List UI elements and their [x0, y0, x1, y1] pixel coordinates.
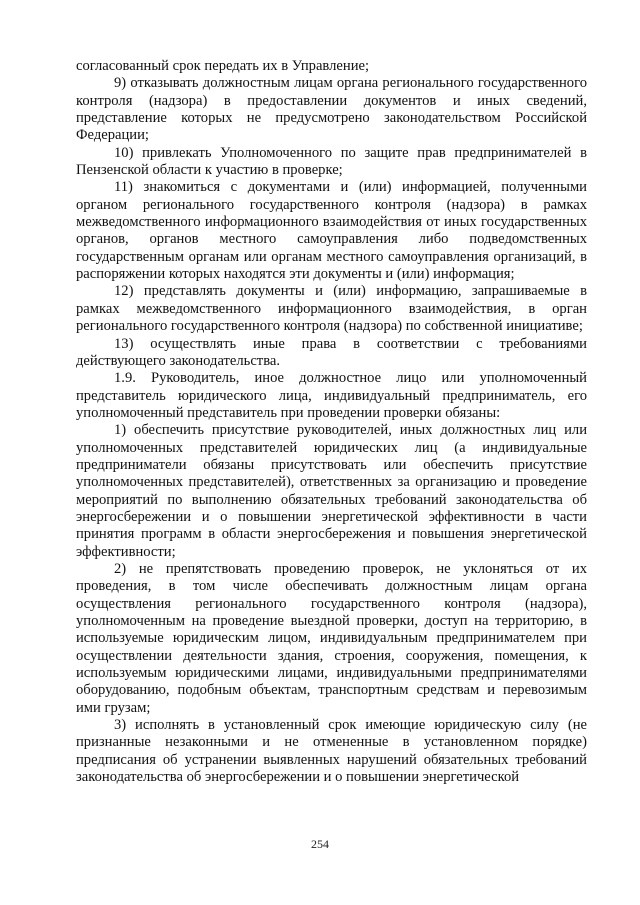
paragraph-duty-2: 2) не препятствовать проведению проверок, не уклоняться от их проведения, в том числе обеспечивать должностным лицам органа осуществления регионального государственного контроля (надзора), уполномоченным на проведение выездной проверки, доступ на территорию, в используемые юридическим лицом, индивидуальным предпринимателем при осуществлении деятельности здания, строения, сооружения, помещения, к используемым юридическими лицами, индивидуальными предпринимателями оборудованию, подобным объектам, транспортным средствам и перевозимым ими грузам;: [76, 560, 587, 716]
paragraph-duty-1: 1) обеспечить присутствие руководителей, иных должностных лиц или уполномоченных представителей юридических лиц (а индивидуальные предприниматели обязаны присутствовать или обеспечить присутствие уполномоченных представителей), ответственных за организацию и проведение мероприятий по выполнению обязательных требований законодательства об энергосбережении и о повышении энергетической эффективности в части принятия программ в области энергосбережения и повышения энергетической эффективности;: [76, 422, 587, 560]
paragraph-item-13: 13) осуществлять иные права в соответствии с требованиями действующего законодательства.: [76, 335, 587, 369]
paragraph-item-10: 10) привлекать Уполномоченного по защите прав предпринимателей в Пензенской области к участию в проверке;: [76, 144, 587, 179]
paragraph-continuation: согласованный срок передать их в Управление;: [76, 58, 370, 74]
page-number: 254: [311, 837, 329, 851]
paragraph-item-9: 9) отказывать должностным лицам органа регионального государственного контроля (надзора) в предоставлении документов и иных сведений, представление которых не предусмотрено законодательством Российской Федерации;: [76, 75, 587, 144]
paragraph-item-11: 11) знакомиться с документами и (или) информацией, полученными органом регионального государственного контроля (надзора) в рамках межведомственного информационного взаимодействия от иных государственных органов, органов местного самоуправления либо подведомственных государственным органам или органам местного самоуправления организаций, в распоряжении которых находятся эти документы и (или) информация;: [76, 179, 587, 283]
paragraph-item-12: 12) представлять документы и (или) информацию, запрашиваемые в рамках межведомственного информационного взаимодействия, в орган регионального государственного контроля (надзора) по собственной инициативе;: [76, 283, 587, 335]
paragraph-section-1-9: 1.9. Руководитель, иное должностное лицо или уполномоченный представитель юридического лица, индивидуальный предприниматель, его уполномоченный представитель при проведении проверки обязаны:: [76, 370, 587, 421]
document-page: [76, 58, 587, 786]
paragraph-duty-3: 3) исполнять в установленный срок имеющие юридическую силу (не признанные незаконными и не отмененные в установленном порядке) предписания об устранении выявленных нарушений обязательных требований законодательства об энергосбережении и о повышении энергетической: [76, 717, 587, 786]
